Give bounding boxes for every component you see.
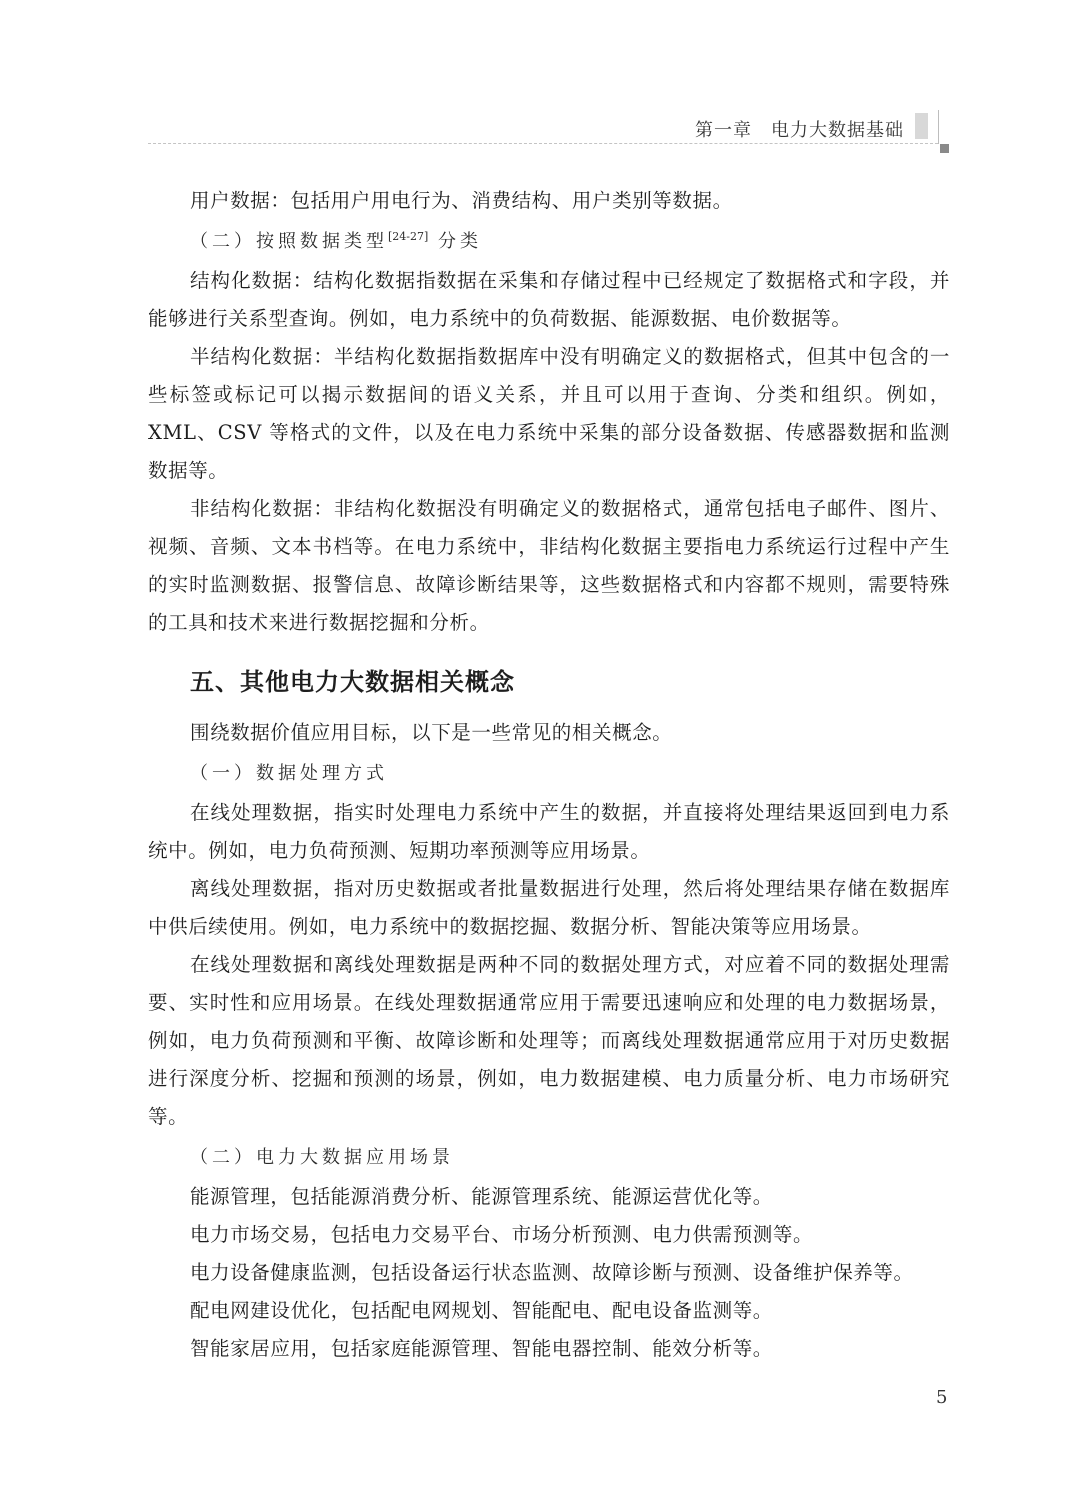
paragraph-offline-processing: 离线处理数据，指对历史数据或者批量数据进行处理，然后将处理结果存储在数据库中供后续使用。例如，电力系统中的数据挖掘、数据分析、智能决策等应用场景。: [148, 877, 950, 938]
subheading-by-data-type: [148, 224, 950, 260]
header-decoration-block: [940, 144, 949, 153]
paragraph-unstructured-data: 非结构化数据：非结构化数据没有明确定义的数据格式，通常包括电子邮件、图片、视频、音频、文本书档等。在电力系统中，非结构化数据主要指电力系统运行过程中产生的实时监测数据、报警信息、故障诊断结果等，这些数据格式和内容都不规则，需要特殊的工具和技术来进行数据挖掘和分析。: [148, 497, 950, 634]
list-item-equipment-monitoring: 电力设备健康监测，包括设备运行状态监测、故障诊断与预测、设备维护保养等。: [190, 1261, 914, 1284]
running-header-title: 第一章 电力大数据基础: [695, 120, 904, 141]
list-item-energy-management: 能源管理，包括能源消费分析、能源管理系统、能源运营优化等。: [190, 1185, 773, 1208]
citation-reference: [24-27]: [388, 230, 429, 243]
paragraph-intro: 围绕数据价值应用目标，以下是一些常见的相关概念。: [190, 721, 673, 744]
header-decoration-line: [938, 110, 939, 144]
list-item-market-trading: 电力市场交易，包括电力交易平台、市场分析预测、电力供需预测等。: [190, 1223, 814, 1246]
subheading-processing-methods: （一）数据处理方式: [190, 763, 388, 784]
paragraph-online-processing: 在线处理数据，指实时处理电力系统中产生的数据，并直接将处理结果返回到电力系统中。例如，电力负荷预测、短期功率预测等应用场景。: [148, 801, 950, 862]
paragraph-structured-data: 结构化数据：结构化数据指数据在采集和存储过程中已经规定了数据格式和字段，并能够进行关系型查询。例如，电力系统中的负荷数据、能源数据、电价数据等。: [148, 269, 950, 330]
section-heading: 五、其他电力大数据相关概念: [190, 668, 515, 696]
page-number: 5: [936, 1387, 948, 1408]
header-divider: [148, 143, 938, 144]
paragraph-processing-comparison: 在线处理数据和离线处理数据是两种不同的数据处理方式，对应着不同的数据处理需要、实时性和应用场景。在线处理数据通常应用于需要迅速响应和处理的电力数据场景，例如，电力负荷预测和平衡、故障诊断和处理等；而离线处理数据通常应用于对历史数据进行深度分析、挖掘和预测的场景，例如，电力数据建模、电力质量分析、电力市场研究等。: [148, 953, 950, 1128]
paragraph-user-data: 用户数据：包括用户用电行为、消费结构、用户类别等数据。: [190, 189, 733, 212]
header-decoration-bar: [915, 113, 928, 139]
list-item-distribution-network: 配电网建设优化，包括配电网规划、智能配电、配电设备监测等。: [190, 1299, 773, 1322]
list-item-smart-home: 智能家居应用，包括家庭能源管理、智能电器控制、能效分析等。: [190, 1337, 773, 1360]
paragraph-semi-structured-data: 半结构化数据：半结构化数据指数据库中没有明确定义的数据格式，但其中包含的一些标签或标记可以揭示数据间的语义关系，并且可以用于查询、分类和组织。例如，XML、CSV 等格式的文件，以及在电力系统中采集的部分设备数据、传感器数据和监测数据等。: [148, 345, 950, 482]
subheading-application-scenarios: （二）电力大数据应用场景: [190, 1147, 454, 1168]
page-body: [148, 182, 950, 1368]
subheading-text: （二）按照数据类型: [190, 231, 388, 252]
subheading-tail: 分类: [438, 231, 483, 252]
